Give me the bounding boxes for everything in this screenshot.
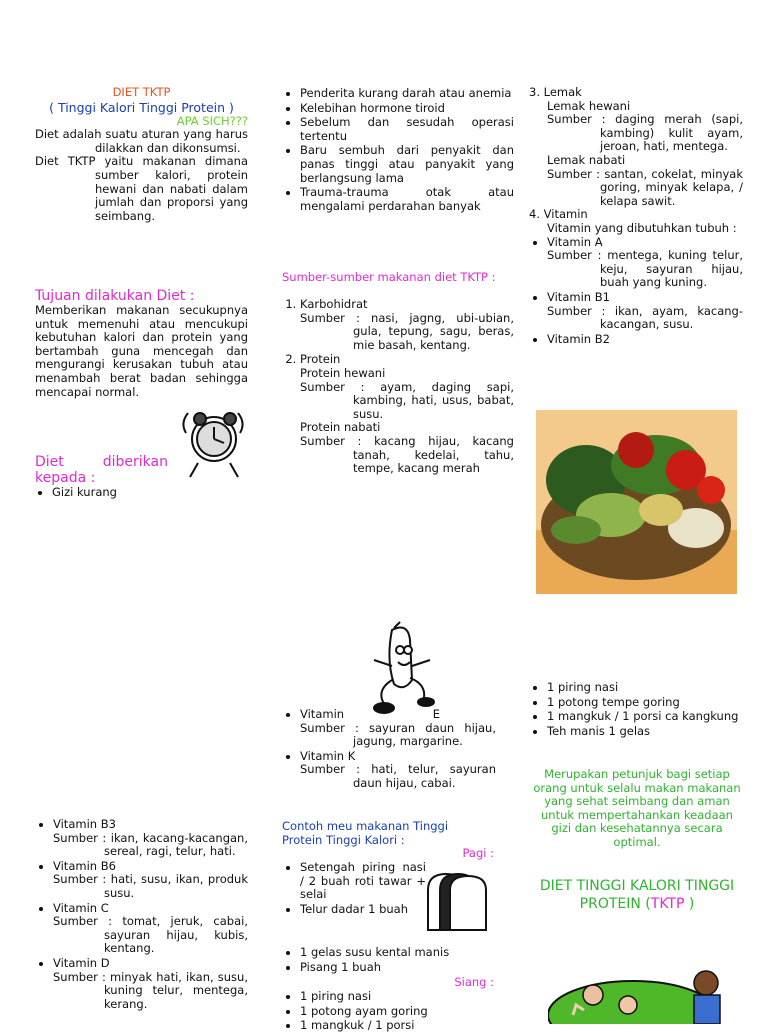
sources-list (282, 298, 514, 477)
menu-heading: Contoh meu makanan Tinggi Protein Tinggi Kalori : (282, 819, 449, 847)
doc-subtitle: ( Tinggi Kalori Tinggi Protein ) (49, 99, 234, 115)
list-item (53, 957, 248, 1011)
vitamin-sumber: Sumber : ikan, ayam, kacang-kacangan, susu. (547, 303, 743, 332)
vitamin-sumber: Sumber : hati, susu, ikan, produk susu. (53, 872, 248, 900)
definition-term: Diet (35, 154, 59, 169)
vitamin-title: Vitamin (543, 207, 588, 222)
list-item: • 1 mangkuk / 1 porsi ca kangkung (547, 710, 761, 724)
definition-text: adalah suatu aturan yang harus dilakkan dan dikonsumsi. (62, 127, 248, 155)
list-item (547, 236, 743, 290)
list-item: • Telur dadar 1 buah (300, 903, 426, 917)
pagi-label: Pagi : (462, 846, 494, 860)
lemak-nabati-sumber: Sumber : santan, cokelat, minyak goring, minyak kelapa, / kelapa sawit. (547, 166, 743, 208)
tujuan-heading: Tujuan dilakukan Diet : (35, 288, 195, 304)
vitamin-sumber: Sumber : mentega, kuning telur, keju, sayuran hijau, buah yang kuning. (547, 248, 743, 290)
list-item: • Teh manis 1 gelas (547, 725, 761, 739)
vegetables-photo (536, 410, 737, 594)
siang-list (282, 990, 496, 1034)
source-subtitle: Protein nabati (300, 420, 381, 435)
list-item: • Penderita kurang darah atau anemia (300, 87, 514, 101)
list-item: • 1 piring nasi (547, 681, 761, 695)
cover-title-close: ) (684, 896, 695, 912)
vitamin-title: Vitamin K (300, 748, 356, 763)
banana-clipart (364, 620, 442, 716)
vitamin-title: Vitamin C (53, 900, 109, 915)
source-karbohidrat (300, 298, 514, 352)
apa-sich-label: APA SICH??? (176, 113, 248, 128)
tagline: Merupakan petunjuk bagi setiap orang untuk selalu makan makanan yang sehat seimbang dan aman untuk mempertahankan keadaan gizi dan kesehatannya secara optimal. (533, 767, 741, 849)
list-item: • 1 gelas susu kental manis (300, 946, 496, 960)
list-item: • Kelebihan hormone tiroid (300, 102, 514, 116)
list-item: • Trauma-trauma otak atau mengalami perdarahan banyak (300, 186, 514, 213)
vitamin-e-row (300, 708, 440, 722)
source-detail: Sumber : kacang hijau, kacang tanah, kedelai, tahu, tempe, kacang merah (300, 433, 514, 476)
definition-text: TKTP yaitu makanan dimana sumber kalori, protein hewani dan nabati dalam jumlah dan proporsi yang seimbang. (67, 154, 249, 223)
vitamin-title: Vitamin D (53, 955, 110, 970)
vitamin-sumber: Sumber : hati, telur, sayuran daun hijau, cabai. (300, 762, 496, 790)
source-detail: Sumber : ayam, daging sapi, kambing, hati, usus, babat, susu. (300, 379, 514, 421)
doc-title: DIET TKTP (112, 85, 171, 99)
cover-title-tktp: TKTP (650, 896, 685, 912)
vitamin-title: Vitamin A (547, 234, 603, 249)
source-protein (300, 353, 514, 475)
tujuan-paragraph: Memberikan makanan secukupnya untuk memenuhi atau mencukupi kebutuhan kalori dan protein yang bertambah guna mencegah dan mengurangi kerusakan tubuh atau menambah berat badan sehingga mencapai normal. (35, 303, 248, 399)
vitamin-title: Vitamin B6 (53, 858, 116, 873)
conditions-list (282, 87, 514, 214)
panel-lemak-vitamin (529, 86, 743, 347)
definition-tktp (35, 155, 248, 223)
pagi-list (282, 861, 426, 917)
list-item: • Setengah piring nasi / 2 buah roti tawar + selai (300, 861, 426, 902)
list-item (53, 818, 248, 859)
vitamin-letter: E (432, 707, 440, 721)
vitamin-sumber: Sumber : tomat, jeruk, cabai, sayuran hijau, kubis, kentang. (53, 914, 248, 956)
list-item: • 1 potong ayam goring (300, 1005, 496, 1019)
vitamin-list-ek (282, 708, 496, 792)
list-item (547, 333, 743, 347)
lemak-number: 3. (529, 85, 540, 99)
siang-label: Siang : (454, 975, 494, 989)
list-item: • 1 mangkuk / 1 porsi (300, 1019, 496, 1033)
bread-clipart (420, 870, 492, 934)
vitamin-title: Vitamin B2 (547, 331, 610, 346)
list-item: • 1 potong tempe goring (547, 696, 761, 710)
list-item: • Sebelum dan sesudah operasi tertentu (300, 116, 514, 143)
vitamin-title: • Vitamin (300, 707, 345, 721)
vitamin-title: Vitamin B3 (53, 817, 116, 831)
list-item (300, 750, 496, 791)
list-item (53, 902, 248, 956)
lemak-hewani: Lemak hewani (547, 98, 631, 113)
diberikan-list (35, 486, 192, 501)
list-item: • Baru sembuh dari penyakit dan panas tinggi atau panyakit yang berlangsung lama (300, 144, 514, 185)
lemak-nabati: Lemak nabati (547, 152, 626, 167)
definition-term: Diet (35, 127, 59, 142)
list-item (547, 291, 743, 332)
list-item: • Pisang 1 buah (300, 961, 496, 975)
vitamin-heading (529, 208, 743, 222)
vitamin-number: 4. (529, 207, 540, 222)
clock-clipart (178, 393, 248, 483)
dinner-list (529, 681, 761, 739)
lemak-hewani-sumber: Sumber : daging merah (sapi, kambing) kulit ayam, jeroan, hati, mentega. (547, 112, 743, 154)
vitamin-needed: Vitamin yang dibutuhkan tubuh : (547, 220, 737, 235)
cover-title (528, 877, 746, 913)
lemak-heading (529, 86, 743, 100)
list-item (300, 708, 496, 749)
cover-title-main: DIET TINGGI KALORI TINGGI PROTEIN ( (539, 878, 735, 912)
vitamin-sumber: Sumber : ikan, kacang-kacangan, sereal, ragi, telur, hati. (53, 830, 248, 859)
vitamin-title: Vitamin B1 (547, 289, 610, 304)
vitamin-sumber: Sumber : minyak hati, ikan, susu, kuning telur, mentega, kerang. (53, 969, 248, 1011)
panel-intro (35, 86, 248, 223)
people-clipart (548, 965, 738, 1024)
vitamin-list-lower (35, 818, 248, 1012)
list-item: • 1 piring nasi (300, 990, 496, 1004)
definition-diet (35, 128, 248, 155)
source-detail: Sumber : nasi, jagng, ubi-ubian, gula, tepung, sagu, beras, mie basah, kentang. (300, 310, 514, 352)
tujuan-text (35, 304, 248, 399)
pagi-list-cont (282, 946, 496, 975)
source-title: Protein (300, 352, 341, 367)
source-title: Karbohidrat (300, 297, 368, 311)
vitamin-list (529, 236, 743, 347)
vitamin-sumber: Sumber : sayuran daun hijau, jagung, margarine. (300, 720, 496, 749)
lemak-title: Lemak (543, 85, 582, 99)
sources-heading: Sumber-sumber makanan diet TKTP : (282, 270, 496, 284)
list-item: • Gizi kurang (52, 486, 192, 500)
source-subtitle: Protein hewani (300, 365, 386, 380)
diberikan-heading: Diet diberikan kepada : (35, 454, 168, 486)
list-item (53, 860, 248, 901)
